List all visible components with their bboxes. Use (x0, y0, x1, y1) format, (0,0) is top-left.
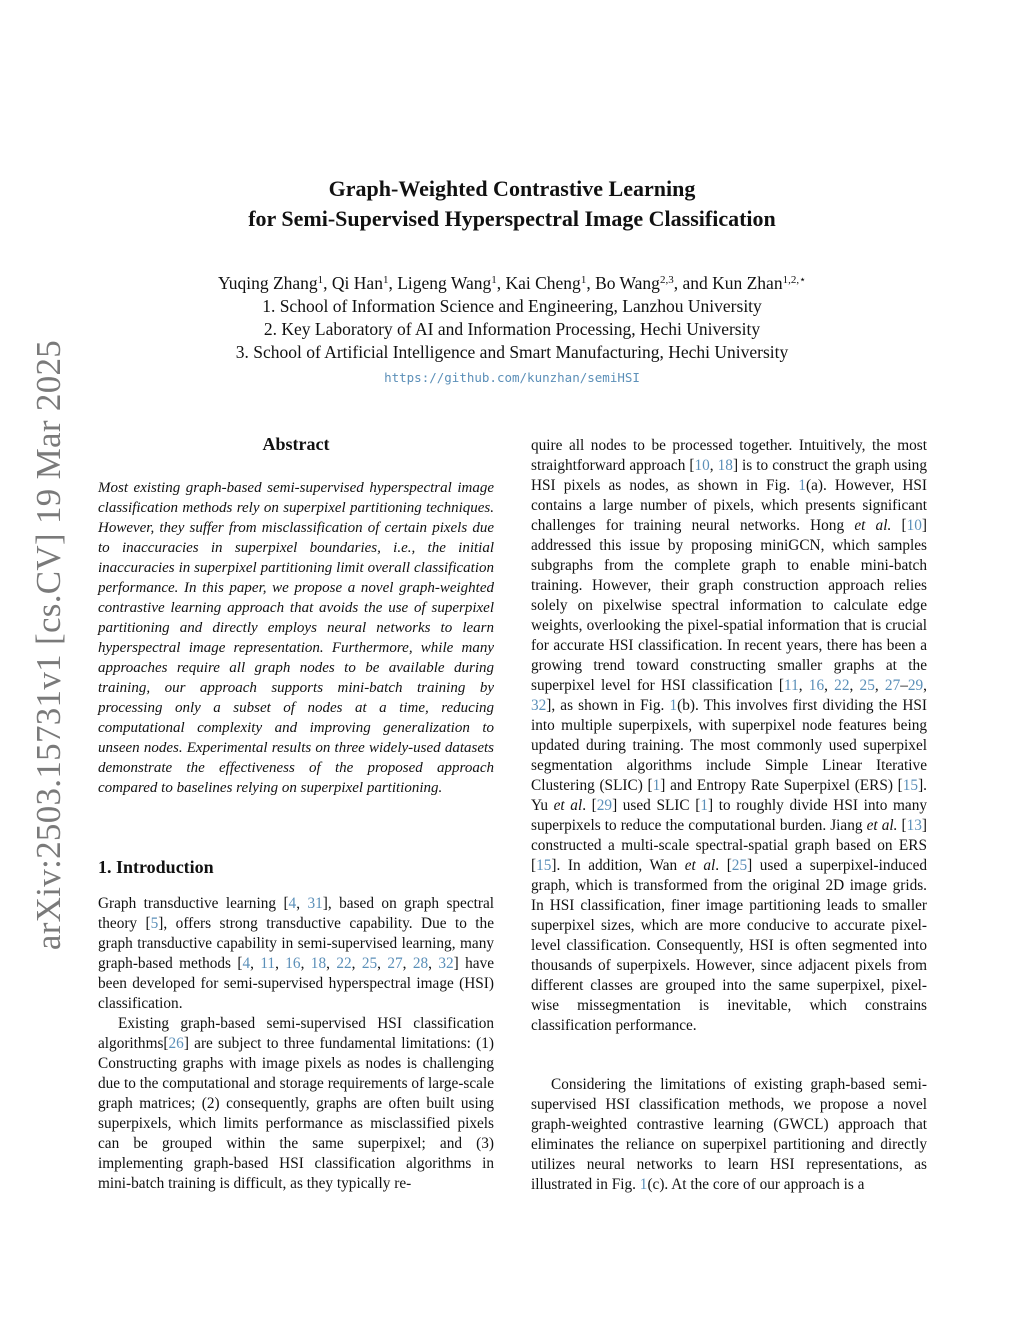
author-affiliation-mark: 1 (382, 274, 389, 286)
citation-link[interactable]: 13 (906, 817, 922, 834)
citation-link[interactable]: 1 (652, 777, 661, 794)
author-block (0, 272, 1024, 389)
citation-link[interactable]: 4 (288, 895, 297, 912)
citation-link[interactable]: 18 (310, 955, 327, 972)
author-name: Bo Wang (595, 273, 660, 293)
right-column-paragraph-1: quire all nodes to be processed together. Intuitively, the most straightforward approach [10, 18] is to construct the graph using HSI pixels as nodes, as shown in Fig. 1(a). However, HSI contains a large number of pixels, which presents significant challenges for training neural networks. Hong et al. [10] addressed this issue by proposing miniGCN, which samples subgraphs from the complete graph to enable mini-batch training. However, their graph construction approach relies solely on pixelwise spectral information to calculate edge weights, overlooking the pixel-spatial information that is crucial for accurate HSI classification. In recent years, there has been a growing trend toward constructing smaller graphs at the superpixel level for HSI classification [11, 16, 22, 25, 27–29, 32], as shown in Fig. 1(b). This involves first dividing the HSI into multiple superpixels, with superpixel node features being updated during training. The most commonly used superpixel segmentation algorithms include Simple Linear Iterative Clustering (SLIC) [1] and Entropy Rate Superpixel (ERS) [15]. Yu et al. [29] used SLIC [1] to roughly divide HSI into many superpixels to reduce the computational burden. Jiang et al. [13] constructed a multi-scale spectral-spatial graph based on ERS [15]. In addition, Wan et al. [25] used a superpixel-induced graph, which is transformed from the original 2D image grids. In HSI classification, finer image partitioning leads to smaller superpixel sizes, which are more conducive to accurate pixel-level classification. Consequently, HSI is often segmented into thousands of superpixels. However, since adjacent pixels from different classes are grouped into the same superpixel, pixel-wise missegmentation is inevitable, which constrains classification performance. (531, 437, 928, 1034)
citation-link[interactable]: 11 (260, 955, 276, 972)
citation-link[interactable]: 22 (336, 955, 352, 972)
abstract-heading: Abstract (262, 434, 330, 454)
citation-link[interactable]: 1 (639, 1176, 648, 1193)
citation-link[interactable]: 16 (808, 677, 825, 694)
author-affiliation-mark: 1 (580, 274, 587, 286)
citation-link[interactable]: 25 (859, 677, 875, 694)
citation-link[interactable]: 1 (798, 477, 806, 494)
author-affiliation-mark: 2,3 (659, 274, 674, 286)
citation-link[interactable]: 29 (907, 677, 924, 694)
citation-link[interactable]: 16 (285, 955, 301, 972)
code-url-link[interactable]: https://github.com/kunzhan/semiHSI (384, 370, 640, 385)
citation-link[interactable]: 32 (438, 955, 454, 972)
italic-text: et al (684, 857, 716, 874)
citation-link[interactable]: 25 (731, 857, 748, 874)
citation-link[interactable]: 27 (884, 677, 901, 694)
section-heading-introduction: 1. Introduction (98, 857, 214, 877)
citation-link[interactable]: 28 (412, 955, 429, 972)
italic-text: et al. (854, 517, 892, 534)
arxiv-side-stamp: arXiv:2503.15731v1 [cs.CV] 19 Mar 2025 (29, 339, 68, 951)
affiliation-3: 3. School of Artificial Intelligence and Smart Manufacturing, Hechi University (235, 342, 789, 362)
citation-link[interactable]: 27 (387, 955, 403, 972)
author-name: Kun Zhan (712, 273, 783, 293)
title-line-1: Graph-Weighted Contrastive Learning (328, 176, 696, 201)
italic-text: et al (553, 797, 583, 814)
affiliation-2: 2. Key Laboratory of AI and Information Processing, Hechi University (263, 319, 761, 339)
italic-text: et al. (866, 817, 898, 834)
citation-link[interactable]: 22 (834, 677, 850, 694)
citation-link[interactable]: 1 (700, 797, 708, 814)
affiliation-1: 1. School of Information Science and Engineering, Lanzhou University (262, 296, 762, 316)
author-name: Ligeng Wang (397, 273, 492, 293)
citation-link[interactable]: 31 (307, 895, 323, 912)
citation-link[interactable]: 26 (168, 1035, 184, 1052)
citation-link[interactable]: 11 (783, 677, 799, 694)
citation-link[interactable]: 32 (531, 697, 547, 714)
abstract-text: Most existing graph-based semi-supervised hyperspectral image classification methods rely on superpixel partitioning techniques. However, they suffer from misclassification of certain pixels due to inaccuracies in superpixel boundaries, i.e., the initial inaccuracies in superpixel partitioning limit overall classification performance. In this paper, we propose a novel graph-weighted contrastive learning approach that avoids the use of superpixel partitioning and directly employs neural networks to learn hyperspectral image representation. Furthermore, while many approaches require all graph nodes to be available during training, our approach supports mini-batch training by processing only a subset of nodes at a time, reducing computational complexity and improving generalization to unseen nodes. Experimental results on three widely-used datasets demonstrate the effectiveness of the proposed approach compared to baselines relying on superpixel partitioning. (98, 480, 494, 796)
author-name: Yuqing Zhang (218, 273, 318, 293)
author-affiliation-mark: 1 (317, 274, 324, 286)
citation-link[interactable]: 15 (902, 777, 919, 794)
author-name: Kai Cheng (505, 273, 581, 293)
paper-title (0, 174, 1024, 234)
citation-link[interactable]: 10 (694, 457, 710, 474)
title-line-2: for Semi-Supervised Hyperspectral Image Classification (248, 206, 776, 231)
author-affiliation-mark: 1,2,⋆ (782, 274, 806, 286)
intro-paragraph-1: Graph transductive learning [4, 31], based on graph spectral theory [5], offers strong transductive capability. Due to the graph transductive capability in semi-supervised learning, many graph-based methods [4, 11, 16, 18, 22, 25, 27, 28, 32] have been developed for semi-supervised hyperspectral image (HSI) classification. (98, 895, 495, 1012)
citation-link[interactable]: 25 (361, 955, 378, 972)
author-affiliation-mark: 1 (491, 274, 497, 286)
author-list: Yuqing Zhang$^1$, Qi Han$^1$, Ligeng Wang$^1$, Kai Cheng$^1$, Bo Wang$^{2,3}$, and Kun Zhan$^{1,2,⋆}$ (218, 273, 806, 293)
citation-link[interactable]: 1 (669, 697, 678, 714)
right-column-paragraph-2: Considering the limitations of existing graph-based semi-supervised HSI classification methods, we propose a novel graph-weighted contrastive learning (GWCL) approach that eliminates the reliance on superpixel partitioning and directly utilizes neural networks to learn HSI representations, as illustrated in Fig. 1(c). At the core of our approach is a (531, 1076, 927, 1193)
intro-paragraph-2: Existing graph-based semi-supervised HSI classification algorithms[26] are subject to three fundamental limitations: (1) Constructing graphs with image pixels as nodes is challenging due to the computational and storage requirements of large-scale graph matrices; (2) consequently, graphs are often built using superpixels, which limits performance as misclassified pixels can be grouped within the same superpixel; and (3) implementing graph-based HSI classification algorithms in mini-batch training is difficult, as they typically re- (98, 1015, 494, 1192)
citation-link[interactable]: 18 (717, 457, 733, 474)
citation-link[interactable]: 29 (596, 797, 613, 814)
citation-link[interactable]: 15 (536, 857, 552, 874)
author-name: Qi Han (331, 273, 383, 293)
citation-link[interactable]: 5 (150, 915, 159, 932)
citation-link[interactable]: 10 (906, 517, 922, 534)
citation-link[interactable]: 4 (242, 955, 251, 972)
